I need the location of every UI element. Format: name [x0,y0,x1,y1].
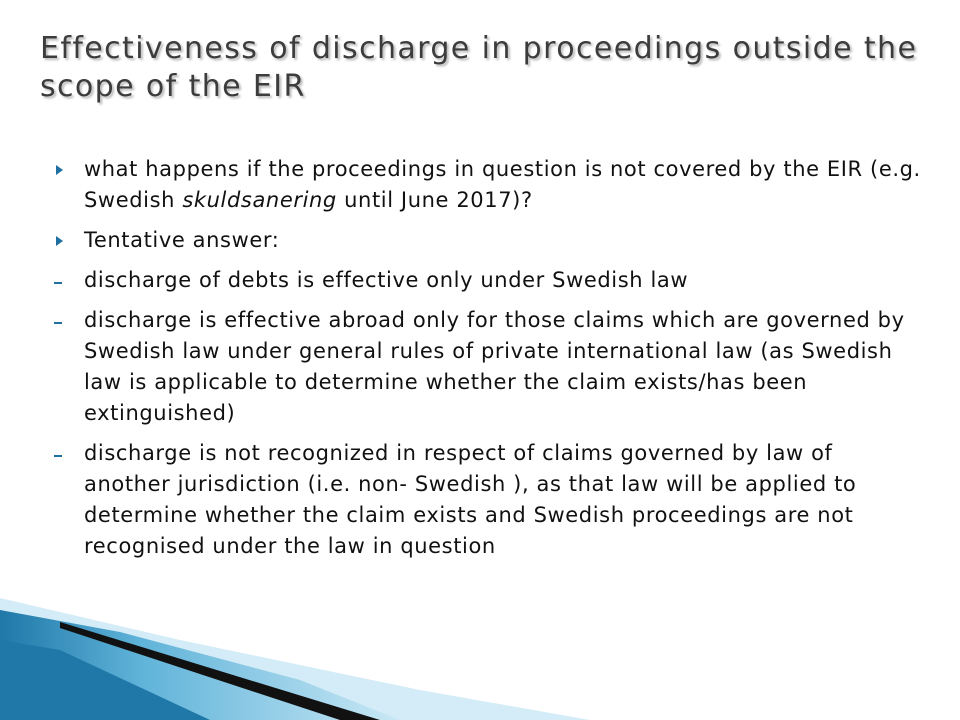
question-text-end: until June 2017)? [336,188,533,212]
question-text-start: what happens if the proceedings in question is not covered by the EIR (e.g. Swedish [84,157,921,212]
dash-item-text: discharge of debts is effective only under Swedish law [84,268,689,292]
dash-item-not-recognized [52,438,922,562]
dash-bullet-icon [54,322,62,324]
dash-item-effective-abroad [52,305,922,429]
dash-bullet-icon [54,455,62,457]
question-emphasis-term: skuldsanering [182,188,337,212]
slide-title: Effectiveness of discharge in proceedings outside the scope of the EIR [40,31,918,104]
dash-item-swedish-law [52,265,922,296]
triangle-bullet-icon [56,236,63,246]
tentative-answer-text: Tentative answer: [84,228,280,252]
triangle-bullet-icon [56,165,63,175]
dash-item-text: discharge is effective abroad only for those claims which are governed by Swedish law under general rules of private international law (as Swedish law is applicable to determine whether the claim exists/has been extinguished) [84,308,905,425]
bullet-item-question [52,154,922,216]
slide-body [52,154,922,571]
bullet-item-tentative-answer [52,225,922,256]
dash-bullet-icon [54,282,62,284]
dash-item-text: discharge is not recognized in respect of claims governed by law of another jurisdiction (i.e. non- Swedish ), as that law will be applied to determine whether the claim exists and Swedish proceedings are not recognised under the law in question [84,441,857,558]
